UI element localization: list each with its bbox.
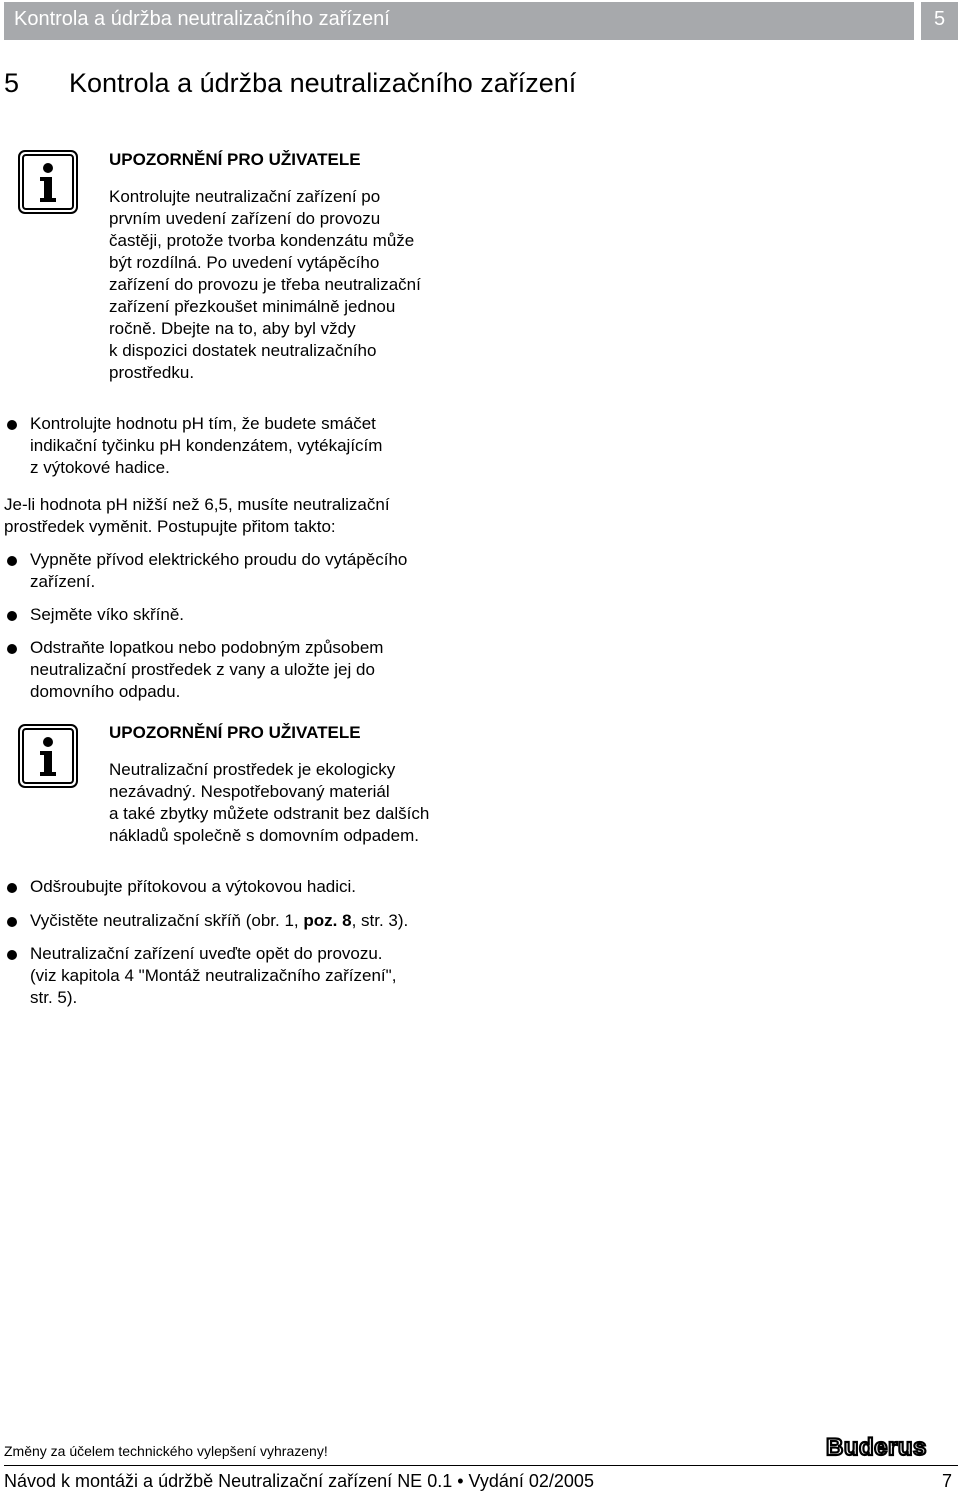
bullet-text-line: Odšroubujte přítokovou a výtokovou hadici. xyxy=(30,877,357,896)
bullet-text-line: (viz kapitola 4 "Montáž neutralizačního zařízení", xyxy=(30,966,397,985)
section-title: Kontrola a údržba neutralizačního zařízení xyxy=(69,68,577,98)
note-text-line: a také zbytky můžete odstranit bez dalších xyxy=(109,804,430,823)
note-text-line: prvním uvedení zařízení do provozu xyxy=(109,209,381,228)
bullet-dot xyxy=(7,950,17,960)
info-icon xyxy=(18,150,78,214)
bullet-text-prefix: Vyčistěte neutralizační skříň (obr. 1, xyxy=(30,911,304,930)
section-number: 5 xyxy=(4,68,20,98)
bullet-text-line: neutralizační prostředek z vany a uložte jej do xyxy=(30,660,375,679)
footer-rule xyxy=(4,1465,958,1466)
note-text-line: nezávadný. Nespotřebovaný materiál xyxy=(109,782,390,801)
note-text-line: k dispozici dostatek neutralizačního xyxy=(109,341,377,360)
bullet-text-line: Neutralizační zařízení uveďte opět do provozu. xyxy=(30,944,383,963)
bullet-dot xyxy=(7,420,17,430)
note-heading: UPOZORNĚNÍ PRO UŽIVATELE xyxy=(109,150,361,169)
note-text-line: prostředku. xyxy=(109,363,195,382)
bullet-text-bold: poz. 8 xyxy=(303,911,352,930)
info-icon xyxy=(18,724,78,788)
bullet-dot xyxy=(7,917,17,927)
footer-page-number: 7 xyxy=(942,1471,953,1491)
footer-changes-note: Změny za účelem technického vylepšení vyhrazeny! xyxy=(4,1443,328,1459)
bullet-dot xyxy=(7,883,17,893)
note-text-line: být rozdílná. Po uvedení vytápěcího xyxy=(109,253,380,272)
header-page-box xyxy=(921,2,958,40)
bullet-dot xyxy=(7,644,17,654)
note-text-line: zařízení přezkoušet minimálně jednou xyxy=(109,297,396,316)
buderus-logo: Buderus xyxy=(826,1434,927,1461)
bullet-text-line: Kontrolujte hodnotu pH tím, že budete smáčet xyxy=(30,414,376,433)
bullet-dot xyxy=(7,611,17,621)
paragraph-line: prostředek vyměnit. Postupujte přitom takto: xyxy=(4,517,336,536)
bullet-text-line: zařízení. xyxy=(30,572,96,591)
note-text-line: Kontrolujte neutralizační zařízení po xyxy=(109,187,381,206)
note-text-line: častěji, protože tvorba kondenzátu může xyxy=(109,231,415,250)
header-bar xyxy=(4,2,914,40)
bullet-dot xyxy=(7,556,17,566)
bullet-text-line xyxy=(30,911,408,931)
bullet-text-line: z výtokové hadice. xyxy=(30,458,170,477)
bullet-text-line: str. 5). xyxy=(30,988,78,1007)
footer-document-info: Návod k montáži a údržbě Neutralizační zařízení NE 0.1 • Vydání 02/2005 xyxy=(4,1471,594,1491)
note-text-line: Neutralizační prostředek je ekologicky xyxy=(109,760,396,779)
bullet-text-suffix: , str. 3). xyxy=(351,911,409,930)
bullet-text-line: indikační tyčinku pH kondenzátem, vytékajícím xyxy=(30,436,383,455)
bullet-text-line: Sejměte víko skříně. xyxy=(30,605,185,624)
note-text-line: zařízení do provozu je třeba neutralizační xyxy=(109,275,421,294)
header-title: Kontrola a údržba neutralizačního zařízení xyxy=(14,8,390,30)
note-text-line: nákladů společně s domovním odpadem. xyxy=(109,826,419,845)
paragraph-line: Je-li hodnota pH nižší než 6,5, musíte neutralizační xyxy=(4,495,390,514)
note-text-line: ročně. Dbejte na to, aby byl vždy xyxy=(109,319,356,338)
bullet-text-line: domovního odpadu. xyxy=(30,682,181,701)
note-heading: UPOZORNĚNÍ PRO UŽIVATELE xyxy=(109,723,361,742)
bullet-text-line: Vypněte přívod elektrického proudu do vytápěcího xyxy=(30,550,408,569)
header-page-number: 5 xyxy=(933,8,946,30)
bullet-text-line: Odstraňte lopatkou nebo podobným způsobem xyxy=(30,638,384,657)
